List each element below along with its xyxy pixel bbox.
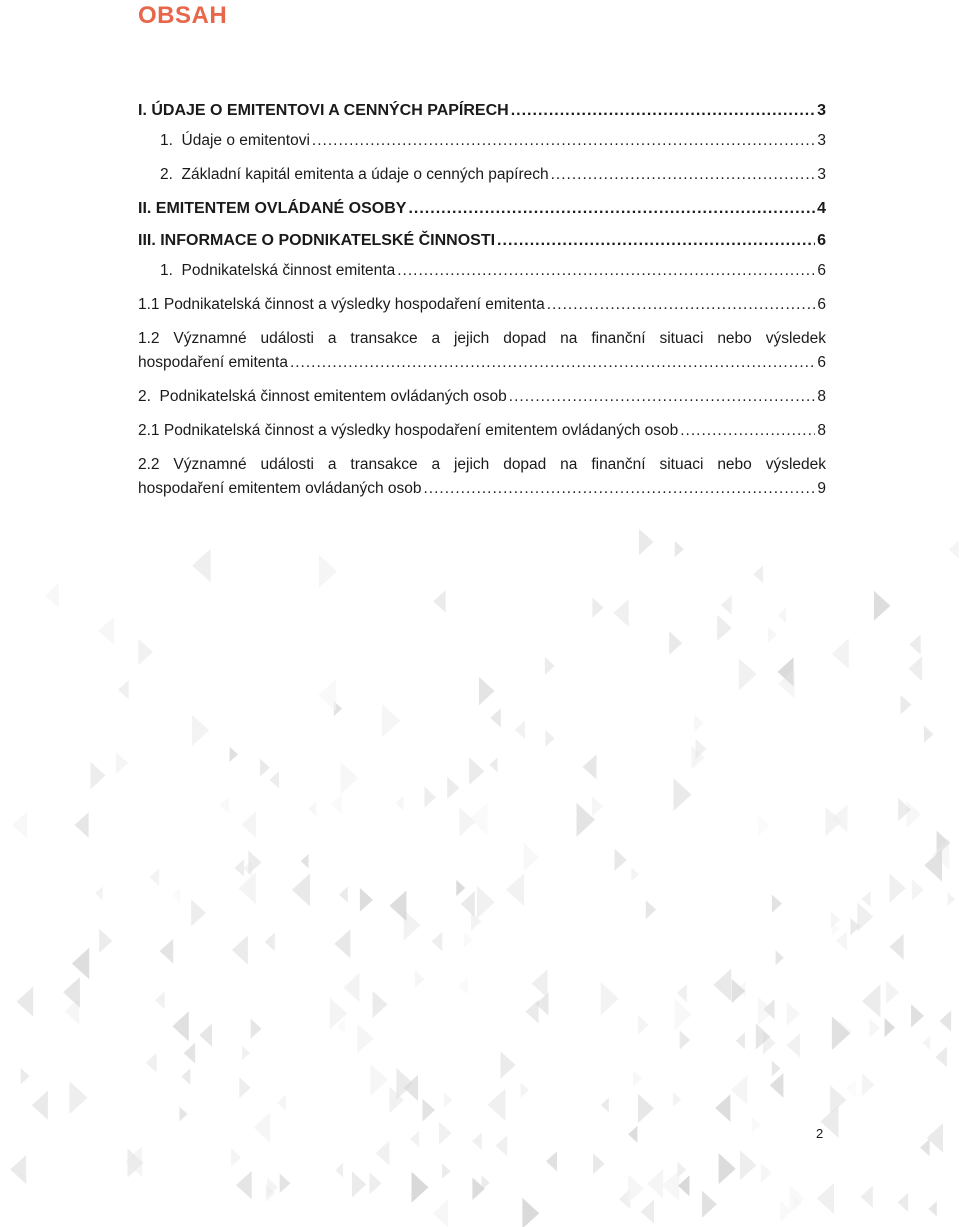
pattern-triangle xyxy=(277,1095,286,1111)
pattern-triangle xyxy=(721,595,732,615)
pattern-triangle xyxy=(524,843,540,871)
pattern-triangle xyxy=(481,1175,489,1190)
pattern-triangle xyxy=(369,1172,381,1194)
toc-entry-text: 2. Podnikatelská činnost emitentem ovládaných osob xyxy=(138,388,507,405)
pattern-triangle xyxy=(731,1075,747,1105)
toc-entry-toc-i-1[interactable] xyxy=(138,129,826,153)
pattern-triangle xyxy=(192,549,211,583)
pattern-triangle xyxy=(412,1172,429,1203)
toc-entry-page: 3 xyxy=(817,166,826,183)
toc-entry-text: 1. Údaje o emitentovi xyxy=(160,132,310,149)
dot-leader xyxy=(397,259,815,283)
pattern-triangle xyxy=(280,1174,291,1194)
pattern-triangle xyxy=(470,802,488,835)
pattern-triangle xyxy=(776,950,784,965)
pattern-triangle xyxy=(694,714,704,731)
pattern-triangle xyxy=(220,797,229,814)
pattern-triangle xyxy=(180,1107,188,1121)
pattern-triangle xyxy=(265,933,275,952)
pattern-triangle xyxy=(331,794,342,814)
pattern-triangle xyxy=(301,854,309,868)
pattern-triangle xyxy=(172,1011,188,1041)
pattern-triangle xyxy=(680,1030,691,1049)
pattern-triangle xyxy=(234,859,244,876)
toc-entry-toc-iii-2-1[interactable] xyxy=(138,419,826,443)
pattern-triangle xyxy=(832,1016,851,1050)
pattern-triangle xyxy=(236,1171,252,1200)
pattern-triangle xyxy=(424,787,436,808)
pattern-triangle xyxy=(45,583,59,608)
table-of-contents xyxy=(138,99,826,501)
pattern-triangle xyxy=(886,981,899,1005)
pattern-triangle xyxy=(382,704,401,738)
pattern-triangle xyxy=(912,879,924,901)
pattern-triangle xyxy=(238,873,255,905)
toc-entry-page: 6 xyxy=(817,296,826,313)
pattern-triangle xyxy=(768,627,777,643)
pattern-triangle xyxy=(633,1070,642,1087)
pattern-triangle xyxy=(901,695,912,715)
pattern-triangle xyxy=(638,1015,649,1034)
toc-entry-toc-iii[interactable] xyxy=(138,229,826,253)
pattern-triangle xyxy=(717,615,732,641)
pattern-triangle xyxy=(251,1019,262,1039)
pattern-triangle xyxy=(739,658,757,690)
pattern-triangle xyxy=(496,1135,508,1156)
pattern-triangle xyxy=(75,812,89,838)
toc-entry-toc-i-2[interactable] xyxy=(138,163,826,187)
dot-leader xyxy=(312,129,815,153)
pattern-triangle xyxy=(678,1162,687,1178)
pattern-triangle xyxy=(662,1170,680,1202)
toc-entry-text: hospodaření emitenta xyxy=(138,354,288,371)
pattern-triangle xyxy=(862,1073,875,1096)
pattern-triangle xyxy=(423,1099,436,1122)
pattern-triangle xyxy=(787,1002,800,1026)
pattern-triangle xyxy=(464,932,473,948)
pattern-triangle xyxy=(376,1141,390,1166)
toc-entry-page: 3 xyxy=(817,132,826,149)
pattern-triangle xyxy=(770,1073,784,1098)
pattern-triangle xyxy=(675,999,692,1030)
dot-leader xyxy=(509,385,816,409)
pattern-triangle xyxy=(72,948,89,980)
pattern-triangle xyxy=(638,1094,654,1123)
pattern-triangle xyxy=(91,762,106,789)
pattern-triangle xyxy=(669,631,682,655)
dot-leader xyxy=(551,163,816,187)
toc-entry-page: 6 xyxy=(817,354,826,371)
pattern-triangle xyxy=(713,969,731,1002)
pattern-triangle xyxy=(10,1155,26,1184)
pattern-triangle xyxy=(790,1185,805,1212)
toc-entry-toc-iii-1[interactable] xyxy=(138,259,826,283)
pattern-triangle xyxy=(758,815,770,837)
pattern-triangle xyxy=(885,1018,896,1037)
pattern-triangle xyxy=(479,677,495,705)
pattern-triangle xyxy=(344,973,360,1002)
pattern-triangle xyxy=(432,932,443,952)
pattern-triangle xyxy=(908,656,922,681)
pattern-triangle xyxy=(647,1169,663,1198)
toc-entry-toc-iii-2-2[interactable] xyxy=(138,453,826,501)
pattern-triangle xyxy=(70,1081,88,1114)
pattern-triangle xyxy=(95,886,103,900)
pattern-triangle xyxy=(335,1163,343,1178)
pattern-triangle xyxy=(292,873,310,906)
pattern-triangle xyxy=(949,540,959,559)
pattern-triangle xyxy=(472,1132,482,1150)
pattern-triangle xyxy=(787,1033,801,1058)
toc-entry-page: 6 xyxy=(817,232,826,249)
pattern-triangle xyxy=(461,891,475,917)
pattern-triangle xyxy=(341,762,359,795)
pattern-triangle xyxy=(924,726,934,743)
pattern-triangle xyxy=(601,982,619,1015)
toc-entry-text: hospodaření emitentem ovládaných osob xyxy=(138,480,422,497)
pattern-triangle xyxy=(99,929,112,953)
pattern-triangle xyxy=(935,1047,947,1068)
pattern-triangle xyxy=(32,1091,48,1120)
pattern-triangle xyxy=(862,891,871,907)
pattern-triangle xyxy=(477,886,495,919)
dot-leader xyxy=(408,197,815,221)
pattern-triangle xyxy=(929,1201,937,1216)
pattern-triangle xyxy=(601,1098,609,1113)
pattern-triangle xyxy=(232,935,248,964)
pattern-triangle xyxy=(546,1151,557,1171)
toc-entry-toc-i[interactable] xyxy=(138,99,826,123)
pattern-triangle xyxy=(116,752,128,774)
toc-entry-page: 8 xyxy=(817,388,826,405)
toc-entry-page: 9 xyxy=(817,480,826,497)
toc-entry-text: 1. Podnikatelská činnost emitenta xyxy=(160,262,396,279)
pattern-triangle xyxy=(940,1011,952,1032)
pattern-triangle xyxy=(458,977,468,995)
pattern-triangle xyxy=(673,1092,681,1107)
pattern-triangle xyxy=(719,1153,736,1184)
pattern-triangle xyxy=(592,598,603,618)
pattern-triangle xyxy=(357,1024,373,1054)
pattern-triangle xyxy=(199,1024,212,1047)
pattern-triangle xyxy=(532,969,548,998)
pattern-triangle xyxy=(138,639,153,666)
pattern-triangle xyxy=(12,812,27,839)
pattern-triangle xyxy=(146,1053,157,1073)
pattern-triangle xyxy=(270,771,280,788)
pattern-triangle xyxy=(433,590,445,612)
toc-entry-text: III. INFORMACE O PODNIKATELSKÉ ČINNOSTI xyxy=(138,232,496,249)
pattern-triangle xyxy=(191,900,206,927)
pattern-triangle xyxy=(339,887,348,903)
pattern-triangle xyxy=(488,1089,506,1122)
pattern-triangle xyxy=(761,1163,772,1183)
pattern-triangle xyxy=(772,895,782,913)
toc-entry-toc-ii[interactable] xyxy=(138,197,826,221)
pattern-triangle xyxy=(920,1139,930,1157)
pattern-triangle xyxy=(469,757,484,785)
pattern-triangle xyxy=(862,984,880,1017)
pattern-triangle xyxy=(740,1150,757,1180)
pattern-triangle xyxy=(907,801,922,828)
pattern-triangle xyxy=(817,1183,834,1214)
pattern-triangle xyxy=(874,591,891,621)
pattern-triangle xyxy=(639,529,654,555)
pattern-triangle xyxy=(592,796,603,816)
pattern-triangle xyxy=(184,1043,196,1064)
pattern-triangle xyxy=(231,1148,241,1166)
pattern-triangle xyxy=(522,1198,539,1227)
pattern-triangle xyxy=(442,1164,451,1179)
pattern-triangle xyxy=(857,902,873,931)
pattern-triangle xyxy=(515,720,525,739)
dot-leader xyxy=(497,229,815,253)
pattern-triangle xyxy=(243,860,252,877)
pattern-triangle xyxy=(439,1122,452,1145)
page-number: 2 xyxy=(816,1126,824,1141)
page-title: OBSAH xyxy=(138,2,228,29)
pattern-triangle xyxy=(545,730,554,747)
dot-leader xyxy=(547,293,816,317)
pattern-triangle xyxy=(678,1175,690,1196)
pattern-triangle xyxy=(674,778,692,811)
pattern-triangle xyxy=(545,657,555,675)
pattern-triangle xyxy=(444,1093,452,1108)
pattern-triangle xyxy=(631,867,639,881)
pattern-triangle xyxy=(239,1077,251,1098)
pattern-triangle xyxy=(260,759,270,777)
pattern-triangle xyxy=(898,1193,909,1212)
toc-entry-text-line1: 2.2 Významné události a transakce a jejich dopad na finanční situaci nebo výsledek xyxy=(138,456,826,473)
dot-leader xyxy=(290,351,815,375)
pattern-triangle xyxy=(160,939,174,964)
toc-entry-page: 3 xyxy=(817,102,826,119)
pattern-triangle xyxy=(752,1117,761,1133)
pattern-triangle xyxy=(241,811,256,838)
pattern-triangle xyxy=(521,1082,530,1097)
pattern-triangle xyxy=(732,979,745,1003)
pattern-triangle xyxy=(489,757,497,772)
pattern-triangle xyxy=(753,565,763,583)
pattern-triangle xyxy=(889,934,903,960)
pattern-triangle xyxy=(447,777,459,799)
pattern-triangle xyxy=(677,984,687,1002)
pattern-triangle xyxy=(149,869,159,887)
pattern-triangle xyxy=(118,680,129,699)
pattern-triangle xyxy=(593,1153,605,1174)
toc-entry-page: 4 xyxy=(817,200,826,217)
toc-entry-text: II. EMITENTEM OVLÁDANÉ OSOBY xyxy=(138,200,407,217)
pattern-triangle xyxy=(318,679,336,712)
pattern-triangle xyxy=(415,970,425,988)
pattern-triangle xyxy=(155,991,165,1009)
pattern-triangle xyxy=(832,638,849,669)
pattern-triangle xyxy=(21,1068,30,1084)
toc-entry-text: 1.1 Podnikatelská činnost a výsledky hospodaření emitenta xyxy=(138,296,545,313)
toc-entry-toc-iii-1-1[interactable] xyxy=(138,293,826,317)
pattern-triangle xyxy=(230,747,238,762)
pattern-triangle xyxy=(736,1032,745,1049)
pattern-triangle xyxy=(410,1131,419,1148)
pattern-triangle xyxy=(525,1000,538,1024)
pattern-triangle xyxy=(846,1079,856,1098)
toc-entry-text: I. ÚDAJE O EMITENTOVI A CENNÝCH PAPÍRECH xyxy=(138,102,509,119)
dot-leader xyxy=(511,99,815,123)
pattern-triangle xyxy=(948,892,956,906)
pattern-triangle xyxy=(360,888,373,912)
pattern-triangle xyxy=(181,1068,190,1084)
pattern-triangle xyxy=(254,1112,271,1142)
pattern-triangle xyxy=(172,888,180,903)
pattern-triangle xyxy=(370,1064,388,1096)
dot-leader xyxy=(424,477,816,501)
pattern-triangle xyxy=(836,931,847,951)
pattern-triangle xyxy=(890,874,906,903)
dot-leader xyxy=(680,419,815,443)
pattern-triangle xyxy=(98,617,114,646)
pattern-triangle xyxy=(242,1046,250,1060)
pattern-triangle xyxy=(583,754,597,779)
pattern-triangle xyxy=(63,977,80,1008)
toc-entry-text: 2.1 Podnikatelská činnost a výsledky hospodaření emitentem ovládaných osob xyxy=(138,422,679,439)
pattern-triangle xyxy=(334,929,350,958)
toc-entry-page: 6 xyxy=(817,262,826,279)
pattern-triangle xyxy=(628,1174,644,1203)
toc-entry-text-line1: 1.2 Významné události a transakce a jejich dopad na finanční situaci nebo výsledek xyxy=(138,330,826,347)
pattern-triangle xyxy=(396,796,404,811)
pattern-triangle xyxy=(778,608,786,623)
pattern-triangle xyxy=(352,1171,366,1197)
pattern-triangle xyxy=(910,634,921,654)
pattern-triangle xyxy=(615,849,627,871)
pattern-triangle xyxy=(192,715,209,746)
pattern-triangle xyxy=(922,1036,930,1050)
pattern-triangle xyxy=(373,991,388,1018)
toc-entry-toc-iii-2[interactable] xyxy=(138,385,826,409)
toc-entry-toc-iii-1-2[interactable] xyxy=(138,327,826,375)
toc-entry-page: 8 xyxy=(817,422,826,439)
pattern-triangle xyxy=(506,873,524,906)
pattern-triangle xyxy=(641,1200,654,1224)
pattern-triangle xyxy=(675,541,684,558)
pattern-triangle xyxy=(613,599,628,627)
pattern-triangle xyxy=(870,1018,881,1037)
pattern-triangle xyxy=(861,1186,873,1208)
pattern-triangle xyxy=(702,1191,717,1218)
pattern-triangle xyxy=(715,1094,730,1122)
pattern-triangle xyxy=(911,1004,924,1027)
pattern-triangle xyxy=(456,880,465,896)
pattern-triangle xyxy=(501,1051,516,1079)
pattern-triangle xyxy=(490,708,501,727)
pattern-triangle xyxy=(772,1061,781,1077)
pattern-triangle xyxy=(308,802,316,817)
pattern-triangle xyxy=(646,900,656,919)
toc-entry-text: 2. Základní kapitál emitenta a údaje o cenných papírech xyxy=(160,166,549,183)
pattern-triangle xyxy=(17,987,34,1017)
pattern-triangle xyxy=(628,1126,637,1143)
pattern-triangle xyxy=(390,891,407,922)
pattern-triangle xyxy=(433,1199,448,1227)
pattern-triangle xyxy=(319,555,337,588)
